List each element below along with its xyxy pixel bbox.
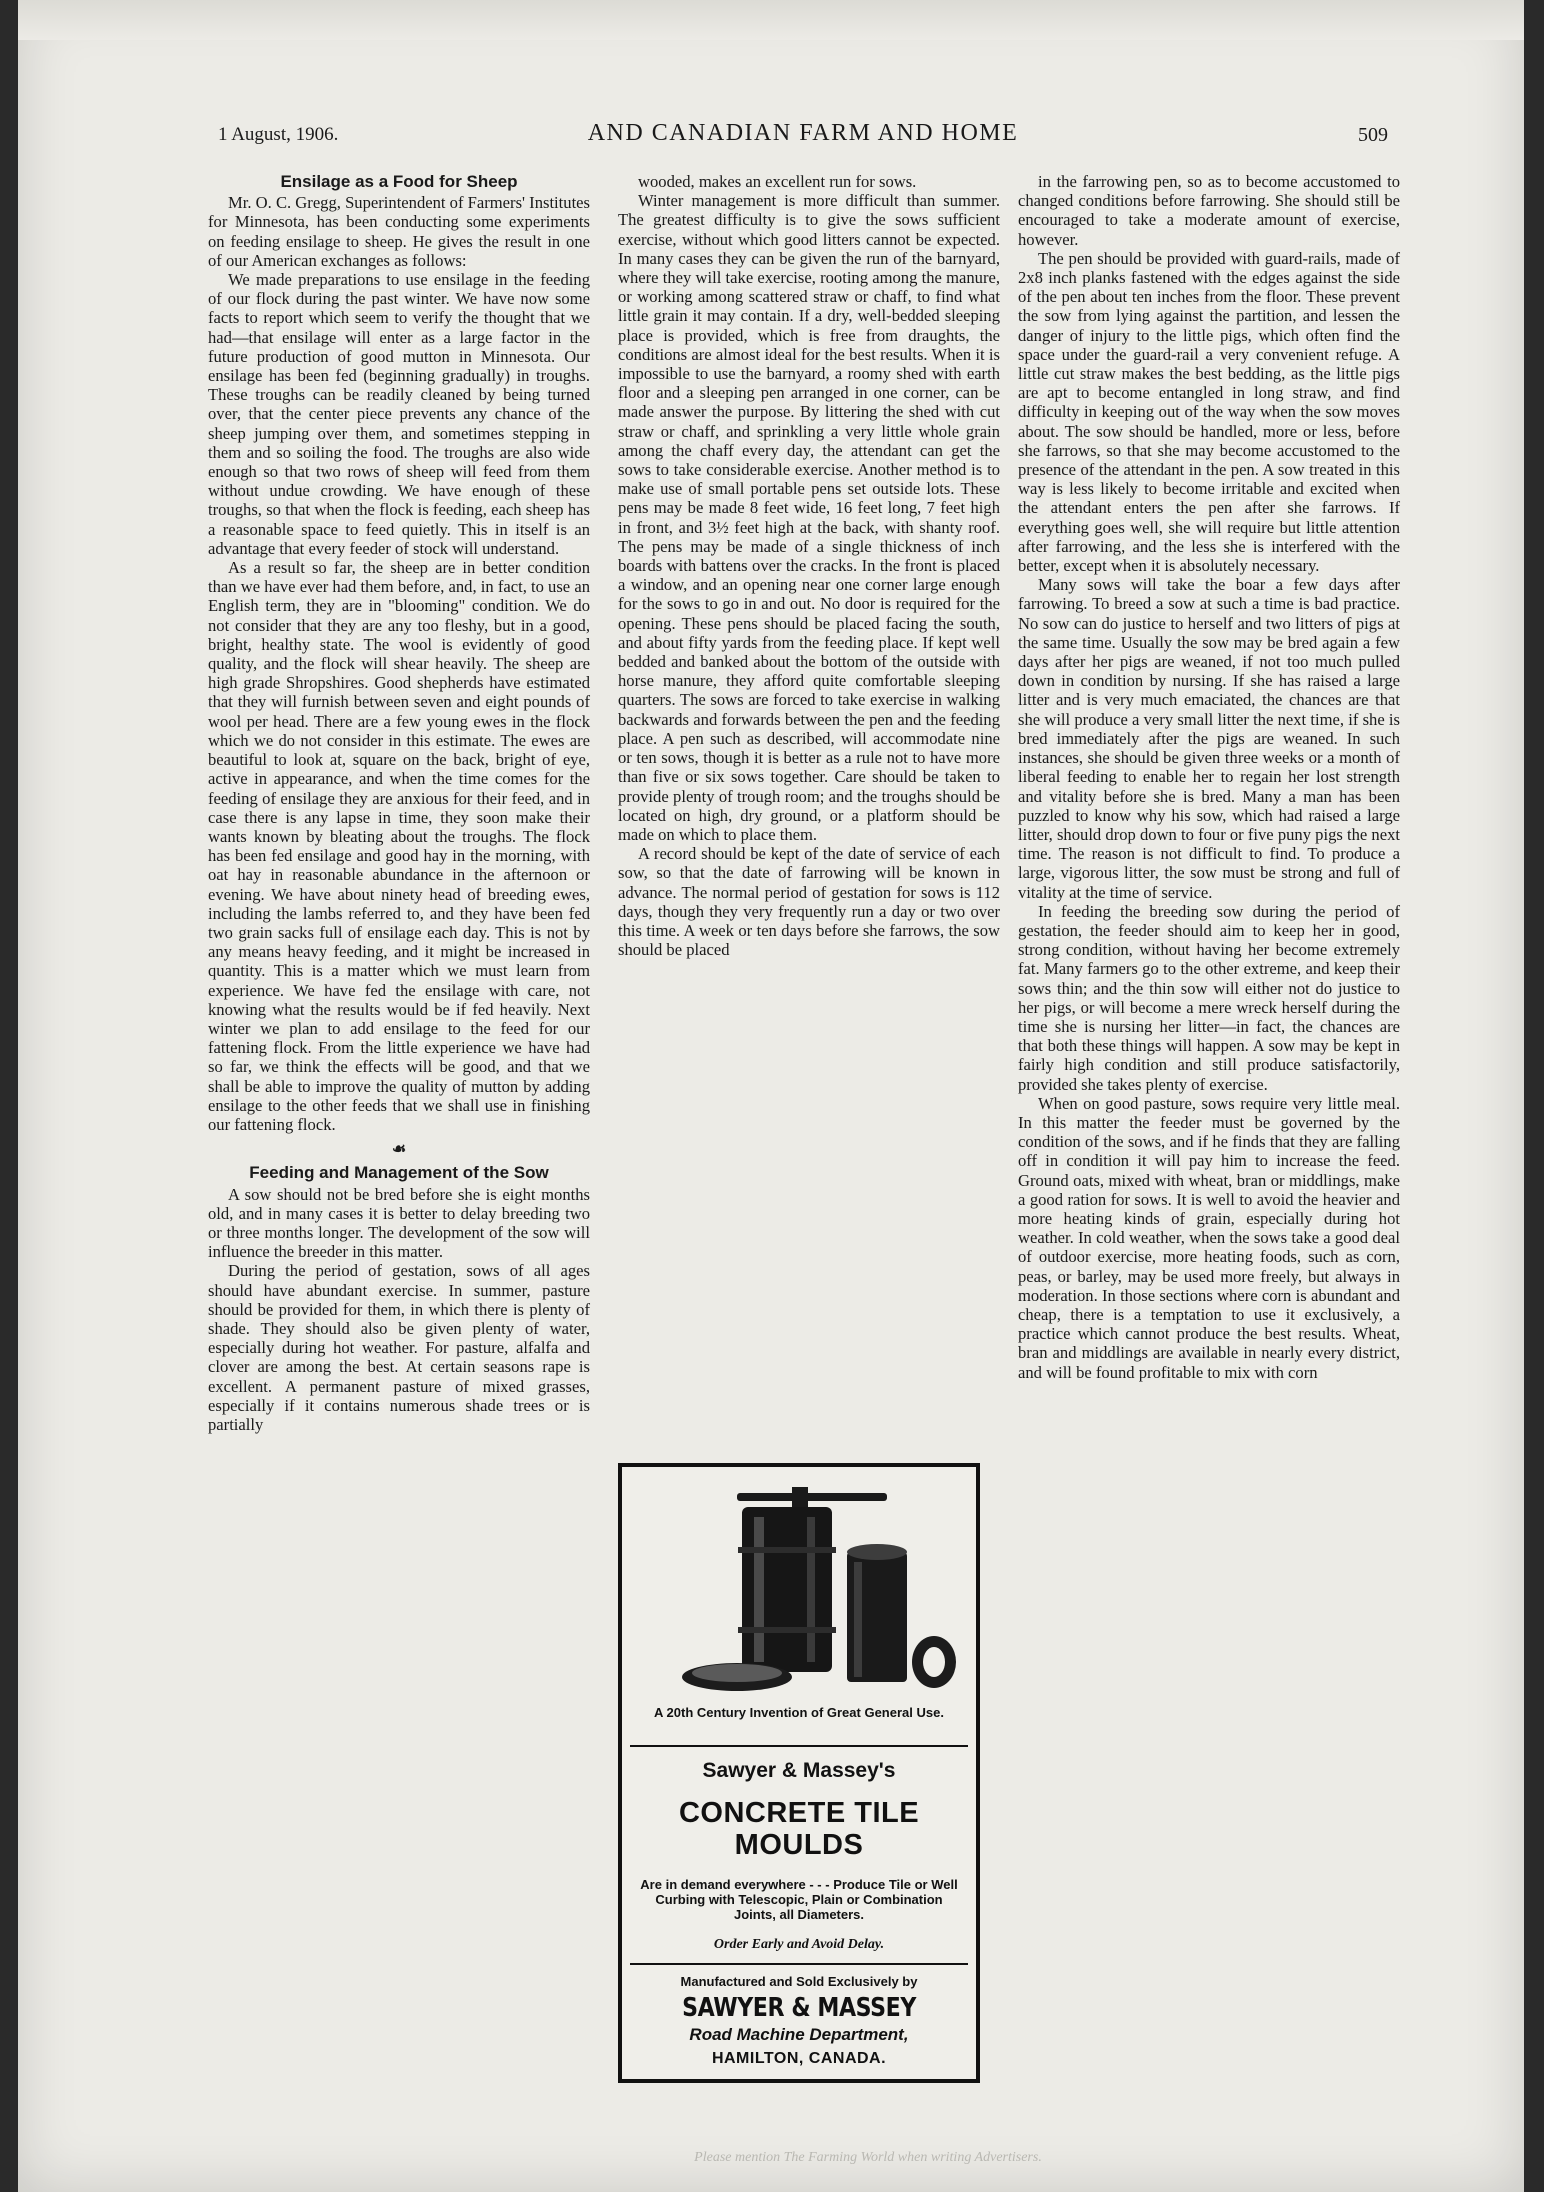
paragraph: wooded, makes an excellent run for sows.: [638, 172, 917, 191]
section-ornament: ☙: [391, 1141, 407, 1159]
paragraph: Winter management is more difficult than summer. The greatest difficulty is to give the sows sufficient exercise, without which good litters cannot be expected. In many cases they can be given the run of the barnyard, where they will take exercise, rooting among the manure, or working among scattered straw or chaff, to find what little grain it may contain. If a dry, well-bedded sleeping place is provided, which is free from draughts, the conditions are almost ideal for the best results. When it is impossible to use the barnyard, a roomy shed with earth floor and a sleeping pen arranged in one corner, can be made answer the purpose. By littering the shed with cut straw or chaff, and sprinkling a very little whole grain among the chaff every day, the attendant can get the sows to take considerable exercise. Another method is to make use of small portable pens set outside lots. These pens may be made 8 feet wide, 16 feet long, 7 feet high in front, and 3½ feet high at the back, with shanty roof. The pens may be made of a single thickness of inch boards with battens over the cracks. In the front is placed a window, and an opening near one corner large enough for the sows to go in and out. No door is required for the opening. These pens should be placed facing the south, and about fifty yards from the feeding place. If kept well bedded and banked about the bottom of the outside with horse manure, they afford quite comfortable sleeping quarters. The sows are forced to take exercise in walking backwards and forwards between the pen and the feeding place. A pen such as described, will accommodate nine or ten sows, though it is better as a rule not to have more than five or six sows together. Care should be taken to provide plenty of trough room; and the troughs should be located on high, dry ground, or a platform should be made on which to place them.: [618, 191, 1000, 844]
page-number: 509: [1358, 124, 1388, 146]
ad-order-line: Order Early and Avoid Delay.: [713, 1937, 885, 1952]
paragraph: The pen should be provided with guard-rails, made of 2x8 inch planks fastened with the edges against the side of the pen about ten inches from the floor. These prevent the sow from lying against the partition, and lessen the danger of injury to the little pigs, which often find the space under the guard-rail a very convenient refuge. A little cut straw makes the best bedding, as the little pigs are apt to become entangled in long straw, and find difficulty in keeping out of the way when the sow moves about. The sow should be handled, more or less, before she farrows, so that she may become accustomed to the presence of the attendant in the pen. A sow treated in this way is less likely to become irritable and excited when the attendant enters the pen after she farrows. If everything goes well, she will require but little attention after farrowing, and the less she is interfered with the better, except when it is absolutely necessary.: [1018, 248, 1400, 576]
article-heading-ensilage: Ensilage as a Food for Sheep: [280, 172, 518, 191]
page-header: [218, 120, 1388, 160]
ad-brand: Sawyer & Massey's: [702, 1759, 896, 1782]
paragraph: As a result so far, the sheep are in better condition than we have ever had them before, and, in fact, to use an English term, they are in "blooming" condition. We do not consider that they are any too fleshy, but in a good, bright, healthy state. The wool is evidently of good quality, and the flock will shear heavily. The sheep are high grade Shropshires. Good shepherds have estimated that they will furnish between seven and eight pounds of wool per head. There are a few young ewes in the flock which we do not consider in this estimate. The ewes are beautiful to look at, square on the back, bright of eye, active in appearance, and when the time comes for the feeding of ensilage they are anxious for their feed, and in case there is any lapse in time, they soon make their wants known by bleating about the troughs. The flock has been fed ensilage and good hay in the morning, with oat hay in reasonable abundance in the afternoon or evening. We have about ninety head of breeding ewes, including the lambs referred to, and they have been fed two grain sacks full of ensilage each day. This is not by any means heavy feeding, and it might be increased in quantity. This is a matter which we must learn from experience. We have fed the ensilage with care, not knowing what the results would be if fed heavily. Next winter we plan to add ensilage to the feed for our fattening flock. From the little experience we have had so far, we think the effects will be good, and that we shall be able to improve the quality of mutton by adding ensilage to the other feeds that we shall use in finishing our fattening flock.: [208, 558, 590, 1134]
ad-manufacturer-line: Manufactured and Sold Exclusively by: [680, 1974, 918, 1989]
advertisement-tile-moulds: [618, 1463, 980, 2083]
tile-mould-illustration: [642, 1487, 962, 1702]
ad-divider: [630, 1745, 968, 1747]
ad-caption: A 20th Century Invention of Great General Use.: [654, 1705, 944, 1720]
ad-headline: CONCRETE TILE: [678, 1797, 920, 1829]
paragraph: Many sows will take the boar a few days after farrowing. To breed a sow at such a time is bad practice. No sow can do justice to herself and two litters of pigs at the same time. Usually the sow may be bred again a few days after her pigs are weaned, if not too much pulled down in condition by nursing. If she has raised a large litter and is very much emaciated, the chances are that she will produce a very small litter the next time, if she is bred immediately after the pigs are weaned. In such instances, she should be given three weeks or a month of liberal feeding to enable her to regain her lost strength and vitality before she is bred. Many a man has been puzzled to know why his sow, which had raised a large litter, should drop down to four or five puny pigs the next time. The reason is not difficult to find. To produce a large, vigorous litter, the sow must be strong and full of vitality at the time of service.: [1018, 575, 1400, 902]
ad-city: HAMILTON, CANADA.: [711, 2050, 887, 2067]
ad-body-text: Are in demand everywhere - - - Produce Tile or Well Curbing with Telescopic, Plain or Combination Joints, all Diameters.: [640, 1877, 958, 1922]
scan-edge: [18, 0, 1524, 40]
ad-divider: [630, 1963, 968, 1965]
issue-date: 1 August, 1906.: [218, 124, 339, 145]
publication-title: AND CANADIAN FARM AND HOME: [587, 120, 1019, 146]
ad-headline: MOULDS: [734, 1829, 864, 1861]
column-3: [1018, 172, 1400, 1382]
page-footer: Please mention The Farming World when writing Advertisers.: [694, 2150, 1042, 2165]
paragraph: in the farrowing pen, so as to become accustomed to changed conditions before farrowing. She should still be encouraged to take a moderate amount of exercise, however.: [1018, 172, 1400, 249]
newspaper-page: [18, 0, 1524, 2192]
paragraph: In feeding the breeding sow during the period of gestation, the feeder should aim to keep her in good, strong condition, without having her become extremely fat. Many farmers go to the other extreme, and keep their sows thin; and the thin sow will either not do justice to her pigs, or will become a mere wreck herself during the time she is nursing her litter—in fact, the chances are that both these things will happen. A sow may be kept in fairly high condition and still produce satisfactorily, provided she takes plenty of exercise.: [1018, 901, 1400, 1094]
ad-company-name: SAWYER & MASSEY: [682, 1993, 916, 2023]
ad-department: Road Machine Department,: [689, 2025, 909, 2044]
article-heading-sow: Feeding and Management of the Sow: [249, 1163, 549, 1183]
column-2: [618, 172, 1000, 959]
paragraph: A record should be kept of the date of service of each sow, so that the date of farrowing will be known in advance. The normal period of gestation for sows is 112 days, though they very frequently run a day or two over this time. A week or ten days before she farrows, the sow should be placed: [618, 844, 1000, 960]
paragraph: Mr. O. C. Gregg, Superintendent of Farmers' Institutes for Minnesota, has been conducting some experiments on feeding ensilage to sheep. He gives the result in one of our American exchanges as follows:: [208, 193, 591, 270]
paragraph: When on good pasture, sows require very little meal. In this matter the feeder must be governed by the condition of the sows, and if he finds that they are falling off in condition it will pay him to increase the feed. Ground oats, mixed with wheat, bran or middlings, make a good ration for sows. It is well to avoid the heavier and more heating kinds of grain, especially during hot weather. In cold weather, when the sows take a good deal of outdoor exercise, more heating foods, such as corn, peas, or barley, may be used more freely, but always in moderation. In those sections where corn is abundant and cheap, there is a temptation to use it exclusively, a practice which cannot produce the best results. Wheat, bran and middlings are available in nearly every district, and will be found profitable to mix with corn: [1018, 1093, 1400, 1382]
column-1: [208, 172, 590, 1434]
paragraph: During the period of gestation, sows of all ages should have abundant exercise. In summer, pasture should be provided for them, in which there is plenty of shade. They should also be given plenty of water, especially during hot weather. For pasture, alfalfa and clover are among the best. At certain seasons rape is excellent. A permanent pasture of mixed grasses, especially if it contains numerous shade trees or is partially: [208, 1261, 590, 1434]
paragraph: A sow should not be bred before she is eight months old, and in many cases it is better to delay breeding two or three months longer. The development of the sow will influence the breeder in this matter.: [208, 1184, 590, 1262]
paragraph: We made preparations to use ensilage in the feeding of our flock during the past winter. We have now some facts to report which seem to verify the thought that we had—that ensilage will enter as a large factor in the future production of good mutton in Minnesota. Our ensilage has been fed (beginning gradually) in troughs. These troughs can be readily cleaned by being turned over, that the center piece prevents any chance of the sheep jumping over them, and sometimes stepping in them and so soiling the food. The troughs are also wide enough so that two rows of sheep will feed from them without undue crowding. We have enough of these troughs, so that when the flock is feeding, each sheep has a reasonable space to feed quietly. This in itself is an advantage that every feeder of stock will understand.: [208, 270, 590, 558]
